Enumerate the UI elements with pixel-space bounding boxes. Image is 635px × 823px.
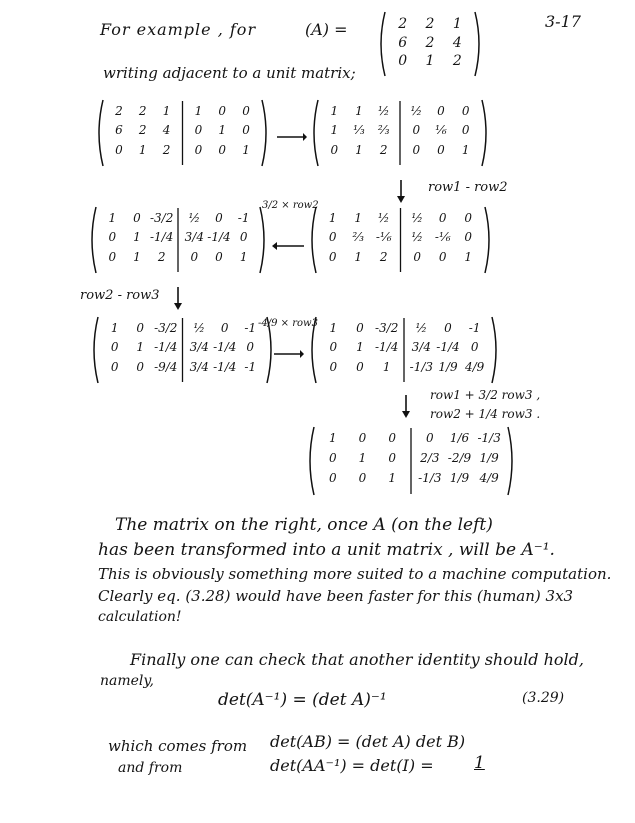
matrix-cell: 0 xyxy=(190,249,199,264)
matrix-cell: 1 xyxy=(136,340,145,355)
matrix-cell: 1 xyxy=(138,142,147,157)
matrix-cell: -3/2 xyxy=(154,321,178,335)
matrix-cell: 1 xyxy=(330,104,339,118)
matrix-cell: -1 xyxy=(244,359,257,374)
matrix-cell: 0 xyxy=(437,142,445,157)
left-paren xyxy=(312,207,316,273)
matrix-cell: 1 xyxy=(239,249,248,264)
matrix-cell: 1 xyxy=(452,16,462,32)
matrix-cell: -1 xyxy=(468,321,481,335)
matrix-cell: 0 xyxy=(242,123,250,138)
det-identity-one: 1 xyxy=(474,753,485,773)
matrix-cell: 0 xyxy=(218,104,227,118)
matrix-cell: 1 xyxy=(464,249,473,264)
op-row1-minus-row2: row1 - row2 xyxy=(428,180,508,195)
matrix-cell: 0 xyxy=(356,321,364,335)
matrix-A-label: (A) = xyxy=(305,20,348,39)
right-paren xyxy=(485,207,489,273)
matrix-cell: 0 xyxy=(413,249,422,264)
para1-line3: This is obviously something more suited to a machine computation. xyxy=(98,565,612,583)
para1-line5: calculation! xyxy=(98,609,182,625)
matrix-cell: -9/4 xyxy=(154,359,178,374)
matrix-cell: 0 xyxy=(461,104,470,118)
matrix-cell: 0 xyxy=(133,211,141,225)
matrix-cell: 1 xyxy=(355,142,363,157)
matrix-cell: 0 xyxy=(239,230,248,245)
matrix-cell: 1 xyxy=(382,359,391,374)
matrix-cell: 0 xyxy=(246,340,255,355)
augmented-matrix-final xyxy=(306,425,516,497)
matrix-cell: ½ xyxy=(415,321,428,335)
matrix-cell: ½ xyxy=(411,211,424,225)
matrix-cell: 0 xyxy=(388,451,396,465)
matrix-cell: 0 xyxy=(194,123,203,138)
matrix-cell: 0 xyxy=(356,359,364,374)
matrix-cell: 0 xyxy=(218,142,227,157)
matrix-cell: 6 xyxy=(398,34,408,51)
matrix-cell: -1/4 xyxy=(154,340,178,355)
augmented-matrix-step3 xyxy=(88,205,268,275)
matrix-cell: -⅙ xyxy=(375,230,392,245)
para1-line4: Clearly eq. (3.28) would have been faster for this (human) 3x3 xyxy=(98,587,574,605)
matrix-cell: 1 xyxy=(355,104,363,118)
para3-which-comes-from: which comes from xyxy=(108,737,248,755)
intro-line-2: writing adjacent to a unit matrix; xyxy=(103,64,356,82)
matrix-cell: -2/9 xyxy=(447,451,472,465)
matrix-cell: ⅓ xyxy=(353,123,365,138)
matrix-cell: 1 xyxy=(354,249,363,264)
matrix-cell: 1 xyxy=(354,211,363,225)
matrix-cell: -1 xyxy=(237,211,250,225)
equation-3-29: det(A⁻¹) = (det A)⁻¹ xyxy=(218,690,387,710)
matrix-cell: 0 xyxy=(437,104,445,118)
matrix-cell: 0 xyxy=(412,142,421,157)
op-minus-four-ninths-row3: -4/9 × row3 xyxy=(258,318,318,329)
matrix-cell: 0 xyxy=(215,211,223,225)
augmented-matrix-step5 xyxy=(308,315,500,385)
left-paren xyxy=(312,317,316,383)
matrix-cell: 1 xyxy=(133,230,141,245)
right-paren xyxy=(260,207,264,273)
matrix-cell: 0 xyxy=(194,142,203,157)
matrix-cell: 3/4 xyxy=(411,340,431,355)
matrix-cell: 0 xyxy=(398,53,408,70)
matrix-cell: 0 xyxy=(328,249,337,264)
matrix-cell: 1 xyxy=(194,104,203,118)
matrix-A xyxy=(375,10,485,78)
matrix-cell: 1 xyxy=(356,340,364,355)
matrix-cell: 4/9 xyxy=(465,359,485,374)
matrix-cell: -1/4 xyxy=(436,340,460,355)
right-arrow-icon xyxy=(275,128,307,147)
matrix-cell: 0 xyxy=(461,123,470,138)
matrix-cell: ½ xyxy=(188,211,201,225)
matrix-cell: -1/4 xyxy=(374,340,399,355)
right-paren xyxy=(475,12,479,76)
matrix-cell: 0 xyxy=(464,211,473,225)
matrix-cell: 4/9 xyxy=(479,471,499,485)
op-three-halves-row2: 3/2 × row2 xyxy=(262,200,319,211)
matrix-cell: 1 xyxy=(461,142,470,157)
matrix-cell: 0 xyxy=(136,359,145,374)
matrix-cell: 0 xyxy=(426,431,434,445)
left-paren xyxy=(381,12,385,76)
matrix-cell: 1 xyxy=(108,211,117,225)
matrix-cell: 1/9 xyxy=(449,471,470,485)
matrix-cell: 0 xyxy=(388,431,396,445)
down-arrow-icon xyxy=(400,395,412,423)
down-arrow-icon xyxy=(395,180,407,208)
matrix-cell: 1/6 xyxy=(449,431,470,445)
matrix-cell: -1/3 xyxy=(418,471,442,485)
matrix-cell: 1/9 xyxy=(438,359,458,374)
matrix-cell: -⅙ xyxy=(434,230,451,245)
right-arrow-icon xyxy=(272,345,304,364)
matrix-cell: -3/2 xyxy=(149,211,174,225)
matrix-cell: 6 xyxy=(115,123,123,138)
matrix-cell: 0 xyxy=(215,249,223,264)
para3-and-from: and from xyxy=(118,760,183,776)
matrix-cell: 3/4 xyxy=(189,340,209,355)
matrix-cell: ½ xyxy=(410,104,423,118)
matrix-cell: 0 xyxy=(358,471,367,485)
matrix-cell: 2 xyxy=(398,16,408,32)
matrix-cell: -1/3 xyxy=(477,431,501,445)
matrix-cell: -1/4 xyxy=(213,359,237,374)
right-paren xyxy=(262,100,266,166)
matrix-cell: 4 xyxy=(452,34,462,51)
matrix-cell: 0 xyxy=(438,211,447,225)
matrix-cell: 1/9 xyxy=(479,451,499,465)
left-paren xyxy=(99,100,103,166)
matrix-cell: ⅔ xyxy=(377,123,390,138)
matrix-cell: 2 xyxy=(379,142,388,157)
matrix-cell: 0 xyxy=(110,359,119,374)
right-paren xyxy=(482,100,486,166)
matrix-cell: 2 xyxy=(138,123,147,138)
left-paren xyxy=(94,317,98,383)
matrix-cell: 0 xyxy=(329,451,337,465)
augmented-matrix-step1 xyxy=(310,98,490,168)
matrix-cell: 1 xyxy=(388,471,396,485)
matrix-cell: 2 xyxy=(157,249,166,264)
matrix-cell: 2/3 xyxy=(420,451,440,465)
matrix-cell: ½ xyxy=(377,211,390,225)
right-paren xyxy=(508,427,512,495)
matrix-cell: 0 xyxy=(470,340,479,355)
matrix-cell: 0 xyxy=(329,471,337,485)
matrix-cell: 2 xyxy=(379,249,388,264)
down-arrow-icon xyxy=(172,287,184,315)
matrix-cell: 0 xyxy=(444,321,452,335)
matrix-cell: 1 xyxy=(133,249,141,264)
det-inverse-identity: det(AA⁻¹) = det(I) = xyxy=(270,756,434,775)
matrix-cell: ⅙ xyxy=(435,123,447,138)
matrix-cell: 1 xyxy=(329,431,337,445)
augmented-matrix-step2 xyxy=(308,205,493,275)
op-row1-plus-three-halves-row3: row1 + 3/2 row3 , xyxy=(430,388,541,402)
matrix-cell: -1/3 xyxy=(409,359,434,374)
matrix-cell: 2 xyxy=(425,34,435,51)
matrix-cell: 1 xyxy=(328,211,337,225)
matrix-cell: 0 xyxy=(328,230,337,245)
matrix-cell: 0 xyxy=(108,249,117,264)
matrix-cell: 0 xyxy=(464,230,473,245)
matrix-cell: 0 xyxy=(412,123,421,138)
matrix-cell: -1/4 xyxy=(149,230,174,245)
matrix-cell: ½ xyxy=(193,321,206,335)
matrix-cell: 2 xyxy=(115,104,123,118)
matrix-cell: 2 xyxy=(425,16,435,32)
matrix-cell: ½ xyxy=(377,104,390,118)
para2-line1: Finally one can check that another identity should hold, xyxy=(130,650,584,669)
equation-tag-3-29: (3.29) xyxy=(522,690,565,706)
augmented-matrix-step0 xyxy=(95,98,270,168)
matrix-cell: 0 xyxy=(136,321,145,335)
matrix-cell: 0 xyxy=(242,104,250,118)
op-row2-minus-row3: row2 - row3 xyxy=(80,288,160,303)
para1-line1: The matrix on the right, once A (on the left) xyxy=(115,515,493,535)
matrix-cell: 0 xyxy=(358,431,367,445)
matrix-cell: 0 xyxy=(115,142,123,157)
matrix-cell: 1 xyxy=(162,104,171,118)
matrix-cell: 0 xyxy=(438,249,447,264)
matrix-cell: 0 xyxy=(329,340,338,355)
matrix-cell: 0 xyxy=(329,359,338,374)
matrix-cell: 1 xyxy=(329,321,338,335)
matrix-cell: 0 xyxy=(108,230,117,245)
augmented-matrix-step4 xyxy=(90,315,275,385)
matrix-cell: 4 xyxy=(162,123,171,138)
para1-line2: has been transformed into a unit matrix , will be A⁻¹. xyxy=(98,540,555,560)
matrix-cell: 0 xyxy=(110,340,119,355)
matrix-cell: 1 xyxy=(242,142,250,157)
matrix-cell: ⅔ xyxy=(352,230,365,245)
matrix-cell: 3/4 xyxy=(184,230,204,245)
matrix-cell: 3/4 xyxy=(189,359,209,374)
matrix-cell: 2 xyxy=(162,142,171,157)
left-paren xyxy=(310,427,314,495)
intro-text: For example , for xyxy=(100,20,257,39)
left-paren xyxy=(314,100,318,166)
matrix-cell: ½ xyxy=(411,230,424,245)
matrix-cell: 0 xyxy=(220,321,229,335)
left-arrow-icon xyxy=(272,237,306,256)
det-product-identity: det(AB) = (det A) det B) xyxy=(270,732,466,751)
matrix-cell: 2 xyxy=(452,53,462,70)
matrix-cell: 1 xyxy=(110,321,119,335)
matrix-cell: 1 xyxy=(218,123,227,138)
left-paren xyxy=(92,207,96,273)
matrix-cell: -1 xyxy=(244,321,257,335)
op-row2-plus-quarter-row3: row2 + 1/4 row3 . xyxy=(430,407,541,421)
para2-line2: namely, xyxy=(100,673,154,689)
matrix-cell: 1 xyxy=(358,451,367,465)
page-number: 3-17 xyxy=(545,12,581,31)
right-paren xyxy=(492,317,496,383)
matrix-cell: 1 xyxy=(425,53,435,70)
matrix-cell: 0 xyxy=(330,142,339,157)
matrix-cell: 2 xyxy=(138,104,147,118)
matrix-cell: -1/4 xyxy=(213,340,237,355)
matrix-cell: -1/4 xyxy=(207,230,231,245)
matrix-cell: 1 xyxy=(330,123,339,138)
matrix-cell: -3/2 xyxy=(374,321,399,335)
